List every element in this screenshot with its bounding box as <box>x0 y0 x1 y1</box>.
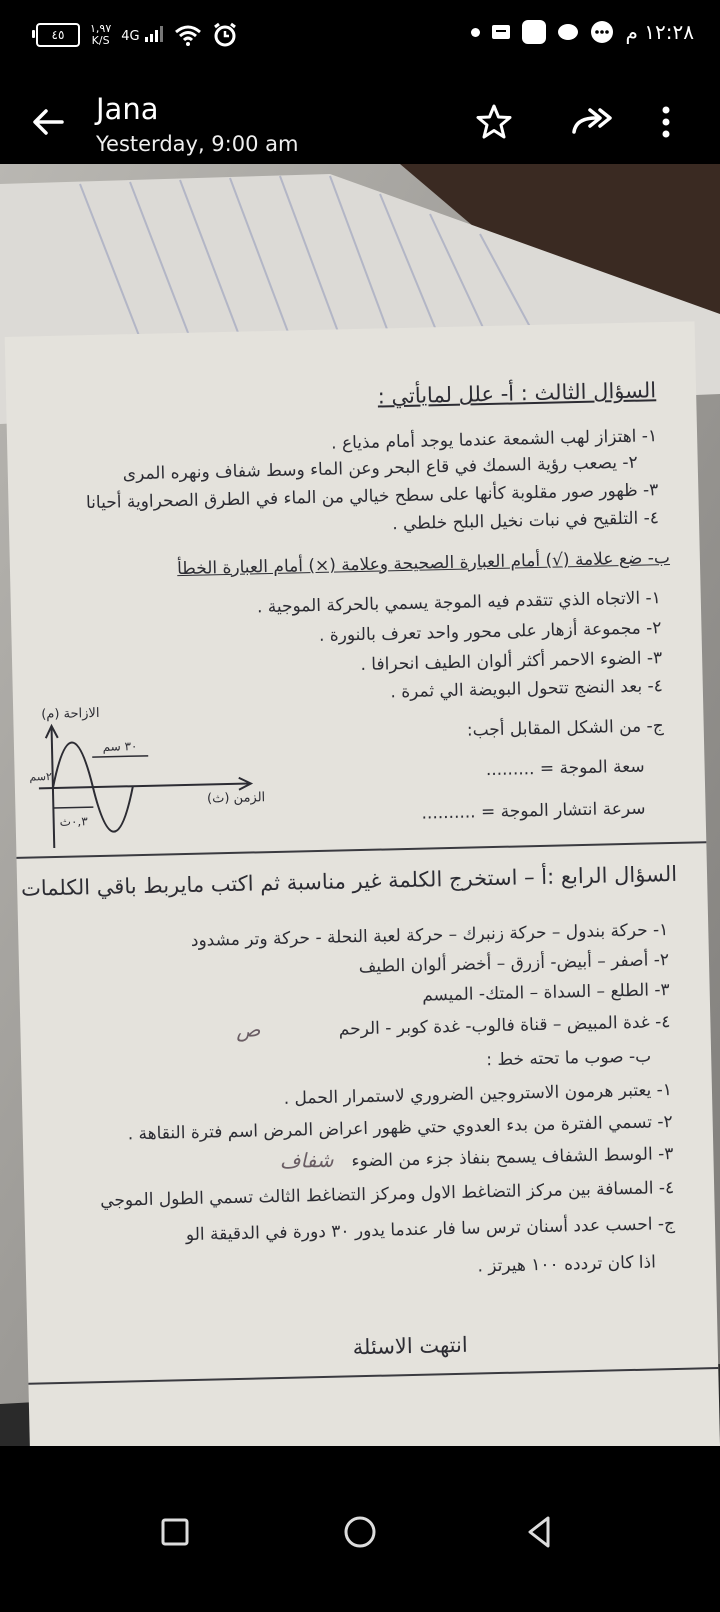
more-chat-icon <box>590 20 614 44</box>
network-type: 4G <box>121 29 140 44</box>
q3c-item: سرعة انتشار الموجة = .......... <box>421 798 646 824</box>
star-icon[interactable] <box>474 102 514 142</box>
message-icon <box>492 25 510 39</box>
q3a-item: ٤- التلقيح في نبات نخيل البلح خلطي . <box>391 508 660 535</box>
q4b-item: ٣- الوسط الشفاف يسمح بنفاذ جزء من الضوء <box>351 1144 674 1172</box>
home-icon[interactable] <box>340 1512 380 1552</box>
network-speed <box>90 23 111 47</box>
exam-end: انتهت الاسئلة <box>352 1332 468 1360</box>
battery-icon <box>36 23 80 47</box>
q4b-title: ب- صوب ما تحته خط : <box>485 1046 652 1071</box>
q3a-item: ١- اهتزاز لهب الشمعة عندما يوجد أمام مذياع . <box>330 426 658 454</box>
notification-dot <box>471 28 480 37</box>
q4b-item: ٤- المسافة بين مركز التضاغط الاول ومركز التضاغط الثالث تسمي الطول الموجي <box>100 1178 675 1212</box>
q3a-item: ٣- ظهور صور مقلوبة كأنها على سطح خيالي من الماء في الطرق الصحراوية أحيانا <box>85 480 659 514</box>
status-bar <box>0 0 720 72</box>
q3-title: السؤال الثالث : أ- علل لمايأتي : <box>377 378 657 409</box>
wifi-icon <box>174 24 202 46</box>
photo-view[interactable] <box>0 164 720 1446</box>
app-notification-icon <box>522 20 546 44</box>
q4b-item: ٢- تسمي الفترة من بدء العدوي حتي ظهور اعراض المرض اسم فترة النقاهة . <box>127 1112 673 1145</box>
q4a-item: ٤- غدة المبيض – قناة فالوب- غدة كوبر - الرحم <box>338 1012 671 1040</box>
sender-name: Jana <box>96 92 159 126</box>
q3a-item: ٢- يصعب رؤية السمك في قاع البحر وعن الماء وسط شفاف ونهره المرى <box>122 452 638 485</box>
q4-title: السؤال الرابع :أ – استخرج الكلمة غير مناسبة ثم اكتب مايربط باقي الكلمات <box>20 861 678 901</box>
q3b-item: ٣- الضوء الاحمر أكثر ألوان الطيف انحرافا . <box>360 648 663 675</box>
more-options-icon[interactable] <box>656 102 676 142</box>
page-rule <box>28 1367 718 1385</box>
message-timestamp: Yesterday, 9:00 am <box>96 132 299 156</box>
handwritten-answer: شفاف <box>279 1147 334 1173</box>
app-bar <box>0 72 720 164</box>
alarm-icon <box>212 22 238 48</box>
signal-icon <box>121 26 164 44</box>
chat-icon <box>558 24 578 40</box>
navigation-bar <box>0 1446 720 1612</box>
graph-span-label: ٣٠ سم <box>102 739 138 754</box>
q4a-item: ٣- الطلع – السداة – المتك- الميسم <box>421 980 670 1006</box>
graph-amp-label: ٢سم <box>29 770 53 784</box>
speed-unit: K/S <box>91 34 110 47</box>
exam-paper <box>5 321 720 1446</box>
q4a-item: ٢- أصفر – أبيض- أزرق – أخضر ألوان الطيف <box>358 950 670 978</box>
wave-graph <box>27 703 280 859</box>
q3c-title: ج- من الشكل المقابل أجب: <box>466 716 664 741</box>
q4a-item: ١- حركة بندول – حركة زنبرك – حركة لعبة النحلة - حركة وتر مشدود <box>190 920 669 951</box>
q3c-item: سعة الموجة = ......... <box>485 756 645 781</box>
speed-value: ١,٩٧ <box>90 22 112 35</box>
graph-x-label: الزمن (ث) <box>206 790 266 807</box>
q4c-item: اذا كان تردده ١٠٠ هيرتز . <box>477 1252 657 1277</box>
q3b-item: ٤- بعد النضج تتحول البويضة الي ثمرة . <box>390 676 663 703</box>
q3b-item: ١- الاتجاه الذي تتقدم فيه الموجة يسمي بالحركة الموجية . <box>256 588 662 618</box>
q4c-item: ج- احسب عدد أسنان ترس سا فار عندما يدور ٣٠ دورة في الدقيقة الو <box>185 1214 676 1246</box>
handwritten-answer: ص <box>236 1017 261 1042</box>
battery-level: ٤٥ <box>51 28 65 42</box>
back-arrow-icon[interactable] <box>28 102 68 142</box>
q3b-item: ٢- مجموعة أزهار على محور واحد تعرف بالنورة . <box>318 618 662 646</box>
graph-time-label: ٠,٣ث <box>59 814 88 829</box>
graph-y-label: الازاحة (م) <box>41 705 100 723</box>
back-nav-icon[interactable] <box>520 1512 560 1552</box>
clock: ١٢:٢٨ م <box>625 20 694 44</box>
recents-icon[interactable] <box>155 1512 195 1552</box>
q3b-title: ب- ضع علامة (√) أمام العبارة الصحيحة وعلامة (×) أمام العبارة الخطأ <box>176 547 671 580</box>
forward-icon[interactable] <box>570 102 616 142</box>
q4b-item: ١- يعتبر هرمون الاستروجين الضروري لاستمرار الحمل . <box>283 1080 673 1109</box>
